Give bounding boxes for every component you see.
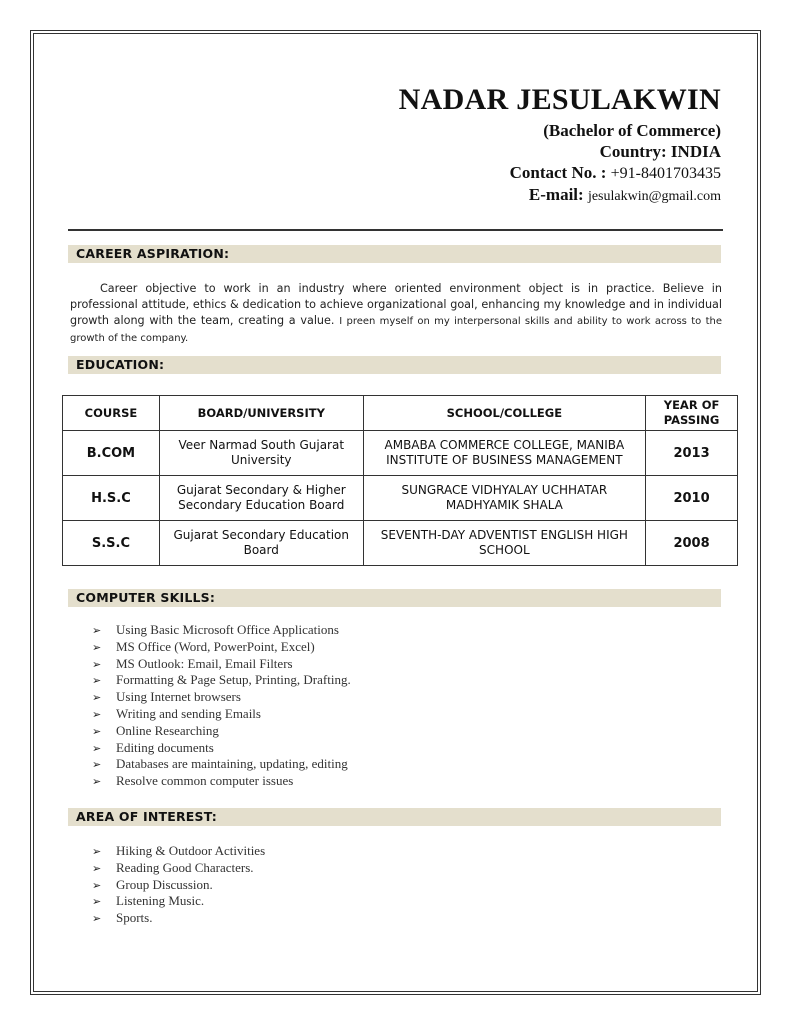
arrow-bullet-icon: ➢	[92, 692, 102, 705]
table-row	[63, 476, 738, 521]
education-heading: EDUCATION:	[68, 356, 721, 374]
list-item: ➢ Using Internet browsers	[92, 689, 351, 706]
course-cell: S.S.C	[63, 521, 160, 566]
list-item: ➢ Formatting & Page Setup, Printing, Drafting.	[92, 672, 351, 689]
table-row	[63, 431, 738, 476]
table-row	[63, 521, 738, 566]
interest-heading: AREA OF INTEREST:	[68, 808, 721, 826]
candidate-name: NADAR JESULAKWIN	[398, 83, 721, 116]
year-cell: 2013	[646, 431, 738, 476]
education-table	[62, 395, 738, 566]
contact-label: Contact No. :	[509, 163, 607, 182]
degree-line: (Bachelor of Commerce)	[543, 121, 721, 140]
list-item: ➢ Writing and sending Emails	[92, 706, 351, 723]
list-item: ➢ Databases are maintaining, updating, editing	[92, 756, 351, 773]
arrow-bullet-icon: ➢	[92, 658, 102, 671]
column-header-course: COURSE	[63, 396, 160, 431]
column-header-year: YEAR OF PASSING	[646, 396, 738, 431]
column-header-board: BOARD/UNIVERSITY	[159, 396, 363, 431]
list-item: ➢ Online Researching	[92, 723, 351, 740]
list-item: ➢ Hiking & Outdoor Activities	[92, 843, 265, 860]
arrow-bullet-icon: ➢	[92, 913, 102, 926]
board-cell: Gujarat Secondary & Higher Secondary Education Board	[159, 476, 363, 521]
list-item: ➢ Reading Good Characters.	[92, 860, 265, 877]
school-cell: AMBABA COMMERCE COLLEGE, MANIBA INSTITUTE OF BUSINESS MANAGEMENT	[363, 431, 645, 476]
arrow-bullet-icon: ➢	[92, 862, 102, 875]
arrow-bullet-icon: ➢	[92, 846, 102, 858]
column-header-school: SCHOOL/COLLEGE	[363, 396, 645, 431]
list-item: ➢ Resolve common computer issues	[92, 773, 351, 790]
contact-line	[399, 162, 721, 184]
course-cell: B.COM	[63, 431, 160, 476]
arrow-bullet-icon: ➢	[92, 625, 102, 637]
skills-heading: COMPUTER SKILLS:	[68, 589, 721, 607]
list-item: ➢ Editing documents	[92, 740, 351, 757]
career-text-small: I preen myself on my interpersonal skills and ability to work across to the growth of the company.	[70, 316, 722, 344]
email-value: jesulakwin@gmail.com	[587, 189, 721, 204]
arrow-bullet-icon: ➢	[92, 896, 102, 909]
arrow-bullet-icon: ➢	[92, 776, 102, 789]
skills-list	[92, 622, 351, 790]
arrow-bullet-icon: ➢	[92, 759, 102, 772]
interest-list	[92, 843, 265, 927]
career-heading: CAREER ASPIRATION:	[68, 245, 721, 263]
resume-header	[399, 80, 721, 207]
career-paragraph	[70, 281, 722, 347]
course-cell: H.S.C	[63, 476, 160, 521]
country-line: Country: INDIA	[599, 142, 721, 161]
arrow-bullet-icon: ➢	[92, 742, 102, 755]
list-item: ➢ Group Discussion.	[92, 877, 265, 894]
school-cell: SUNGRACE VIDHYALAY UCHHATAR MADHYAMIK SHALA	[363, 476, 645, 521]
email-label: E-mail:	[528, 185, 584, 204]
arrow-bullet-icon: ➢	[92, 641, 102, 654]
arrow-bullet-icon: ➢	[92, 675, 102, 688]
table-header-row	[63, 396, 738, 431]
list-item: ➢ MS Office (Word, PowerPoint, Excel)	[92, 639, 351, 656]
year-cell: 2008	[646, 521, 738, 566]
contact-value: +91-8401703435	[610, 165, 721, 182]
year-cell: 2010	[646, 476, 738, 521]
arrow-bullet-icon: ➢	[92, 725, 102, 738]
email-line	[399, 184, 721, 207]
list-item: ➢ Listening Music.	[92, 893, 265, 910]
board-cell: Veer Narmad South Gujarat University	[159, 431, 363, 476]
list-item: ➢ Sports.	[92, 910, 265, 927]
career-text-main: Career objective to work in an industry where oriented environment object is in practice. Believe in professional attitude, ethics & dedication to achieve organizational goal, enhancing my knowledge and in individual growth along with the team, creating a value.	[70, 282, 722, 327]
arrow-bullet-icon: ➢	[92, 879, 102, 892]
header-divider	[68, 229, 723, 231]
arrow-bullet-icon: ➢	[92, 708, 102, 721]
list-item: ➢ MS Outlook: Email, Email Filters	[92, 656, 351, 673]
board-cell: Gujarat Secondary Education Board	[159, 521, 363, 566]
school-cell: SEVENTH-DAY ADVENTIST ENGLISH HIGH SCHOOL	[363, 521, 645, 566]
list-item: ➢ Using Basic Microsoft Office Applications	[92, 622, 351, 639]
